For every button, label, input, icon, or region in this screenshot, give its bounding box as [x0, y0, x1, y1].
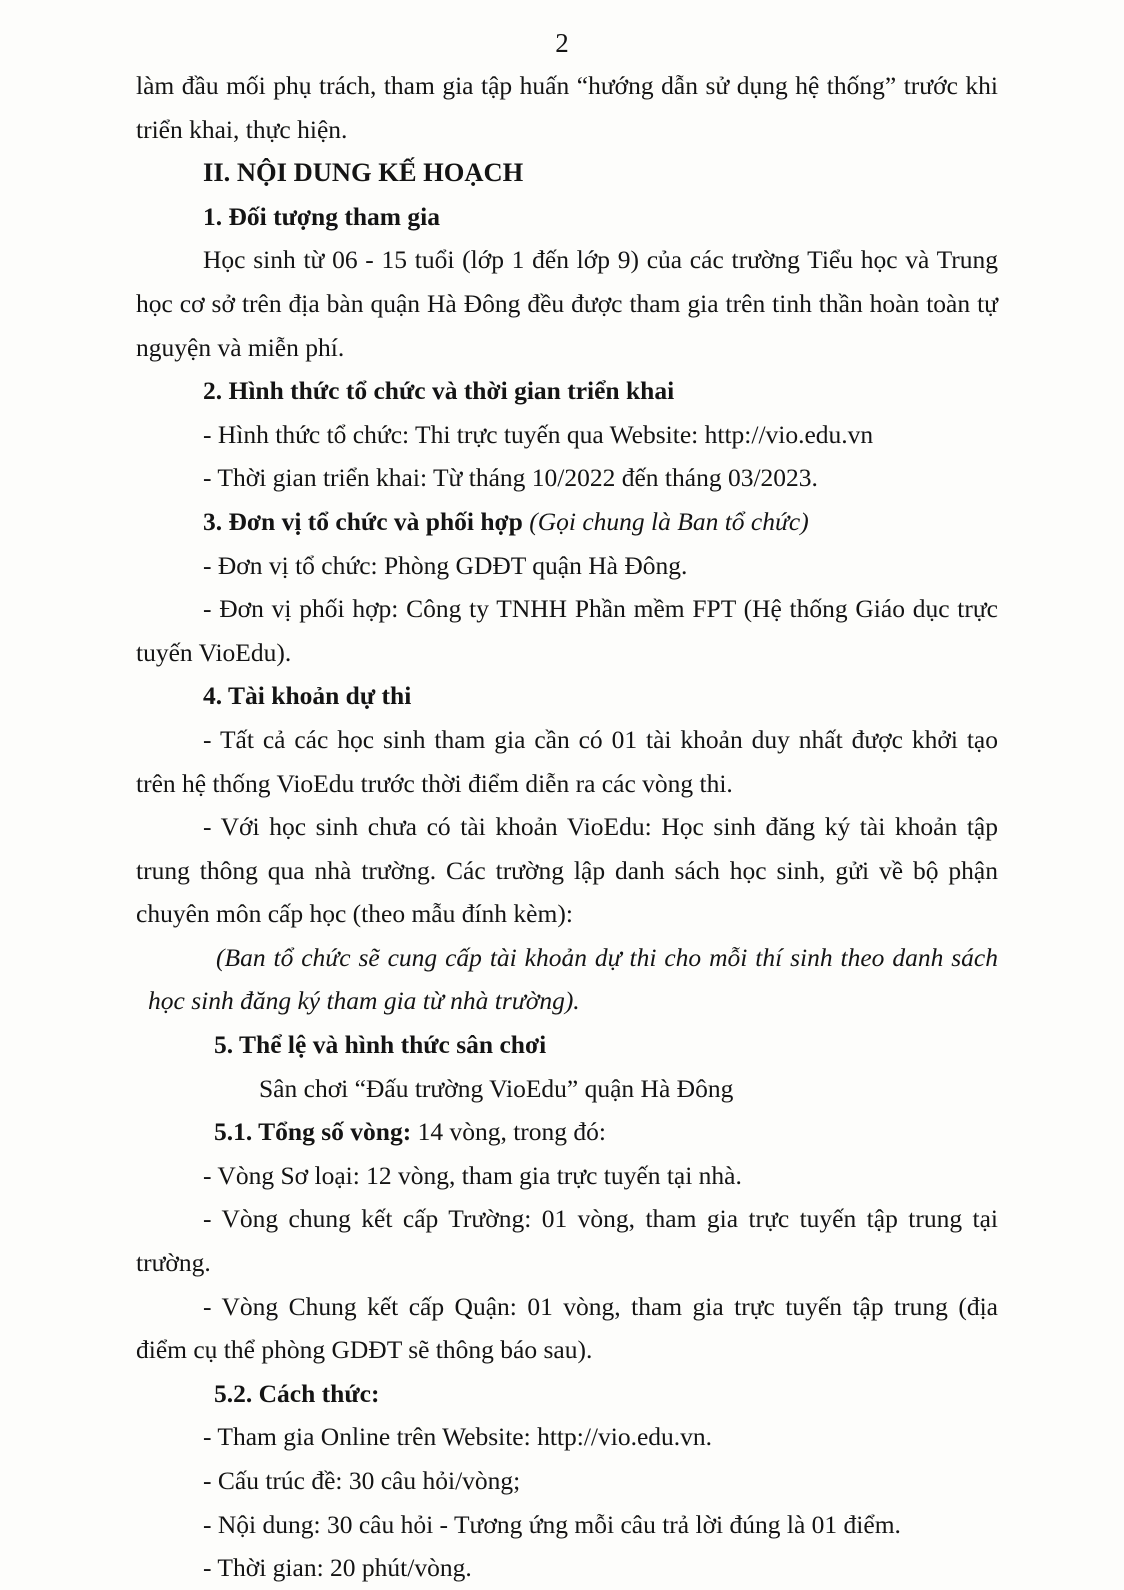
paragraph-line: tuyến VioEdu).: [136, 637, 292, 667]
paragraph-line: - Thời gian: 20 phút/vòng.: [203, 1553, 472, 1583]
paragraph-line: - Hình thức tổ chức: Thi trực tuyến qua Website: http://vio.edu.vn: [203, 419, 874, 449]
subheading-method: 5.2. Cách thức:: [214, 1378, 380, 1408]
paragraph-line: học cơ sở trên địa bàn quận Hà Đông đều được tham gia trên tinh thần hoàn toàn tự: [136, 288, 998, 318]
subheading-organizers-title: 3. Đơn vị tổ chức và phối hợp: [203, 506, 523, 536]
paragraph-line: - Đơn vị phối hợp: Công ty TNHH Phần mềm FPT (Hệ thống Giáo dục trực: [203, 594, 998, 624]
subheading-rounds-value: 14 vòng, trong đó:: [417, 1117, 606, 1147]
italic-note-line: (Ban tổ chức sẽ cung cấp tài khoản dự thi cho mỗi thí sinh theo danh sách: [216, 942, 998, 972]
paragraph-line: Sân chơi “Đấu trường VioEdu” quận Hà Đông: [259, 1073, 734, 1103]
subheading-organizers: [136, 500, 998, 544]
paragraph-line: - Thời gian triển khai: Từ tháng 10/2022 đến tháng 03/2023.: [203, 463, 818, 493]
document-body: [136, 64, 998, 1590]
paragraph-line: - Nội dung: 30 câu hỏi - Tương ứng mỗi câu trả lời đúng là 01 điểm.: [203, 1509, 901, 1539]
paragraph-line: - Tất cả các học sinh tham gia cần có 01 tài khoản duy nhất được khởi tạo: [203, 724, 998, 754]
paragraph-line: - Cấu trúc đề: 30 câu hỏi/vòng;: [203, 1466, 521, 1495]
subheading-rounds-title: 5.1. Tổng số vòng:: [214, 1117, 412, 1147]
paragraph-line: nguyện và miễn phí.: [136, 332, 345, 362]
paragraph-line: - Vòng Chung kết cấp Quận: 01 vòng, tham gia trực tuyến tập trung (địa: [203, 1291, 998, 1321]
paragraph-line: làm đầu mối phụ trách, tham gia tập huấn “hướng dẫn sử dụng hệ thống” trước khi: [136, 71, 998, 100]
paragraph-line: trên hệ thống VioEdu trước thời điểm diễn ra các vòng thi.: [136, 768, 733, 798]
subheading-organizers-note: (Gọi chung là Ban tổ chức): [529, 506, 809, 536]
paragraph-line: - Vòng Sơ loại: 12 vòng, tham gia trực tuyến tại nhà.: [203, 1160, 742, 1190]
paragraph-line: - Với học sinh chưa có tài khoản VioEdu: Học sinh đăng ký tài khoản tập: [203, 812, 998, 842]
paragraph-line: - Tham gia Online trên Website: http://vio.edu.vn.: [203, 1422, 713, 1452]
paragraph-line: triển khai, thực hiện.: [136, 114, 348, 144]
paragraph-line: chuyên môn cấp học (theo mẫu đính kèm):: [136, 899, 573, 929]
italic-note-line: học sinh đăng ký tham gia từ nhà trường).: [148, 986, 580, 1016]
paragraph-line: Học sinh từ 06 - 15 tuổi (lớp 1 đến lớp 9) của các trường Tiểu học và Trung: [203, 245, 998, 275]
paragraph-line: trung thông qua nhà trường. Các trường lập danh sách học sinh, gửi về bộ phận: [136, 855, 998, 885]
section-heading-ii: II. NỘI DUNG KẾ HOẠCH: [203, 157, 524, 188]
subheading-rounds: [136, 1110, 998, 1154]
page-number: 2: [555, 28, 569, 58]
paragraph-line: điểm cụ thể phòng GDĐT sẽ thông báo sau).: [136, 1335, 593, 1365]
subheading-format-time: 2. Hình thức tổ chức và thời gian triển khai: [203, 376, 675, 406]
paragraph-line: trường.: [136, 1248, 211, 1278]
paragraph-line: - Vòng chung kết cấp Trường: 01 vòng, tham gia trực tuyến tập trung tại: [203, 1204, 998, 1234]
subheading-participants: 1. Đối tượng tham gia: [203, 201, 440, 231]
subheading-accounts: 4. Tài khoản dự thi: [203, 681, 412, 711]
subheading-rules: 5. Thể lệ và hình thức sân chơi: [214, 1030, 547, 1060]
paragraph-line: - Đơn vị tổ chức: Phòng GDĐT quận Hà Đông.: [203, 550, 688, 580]
